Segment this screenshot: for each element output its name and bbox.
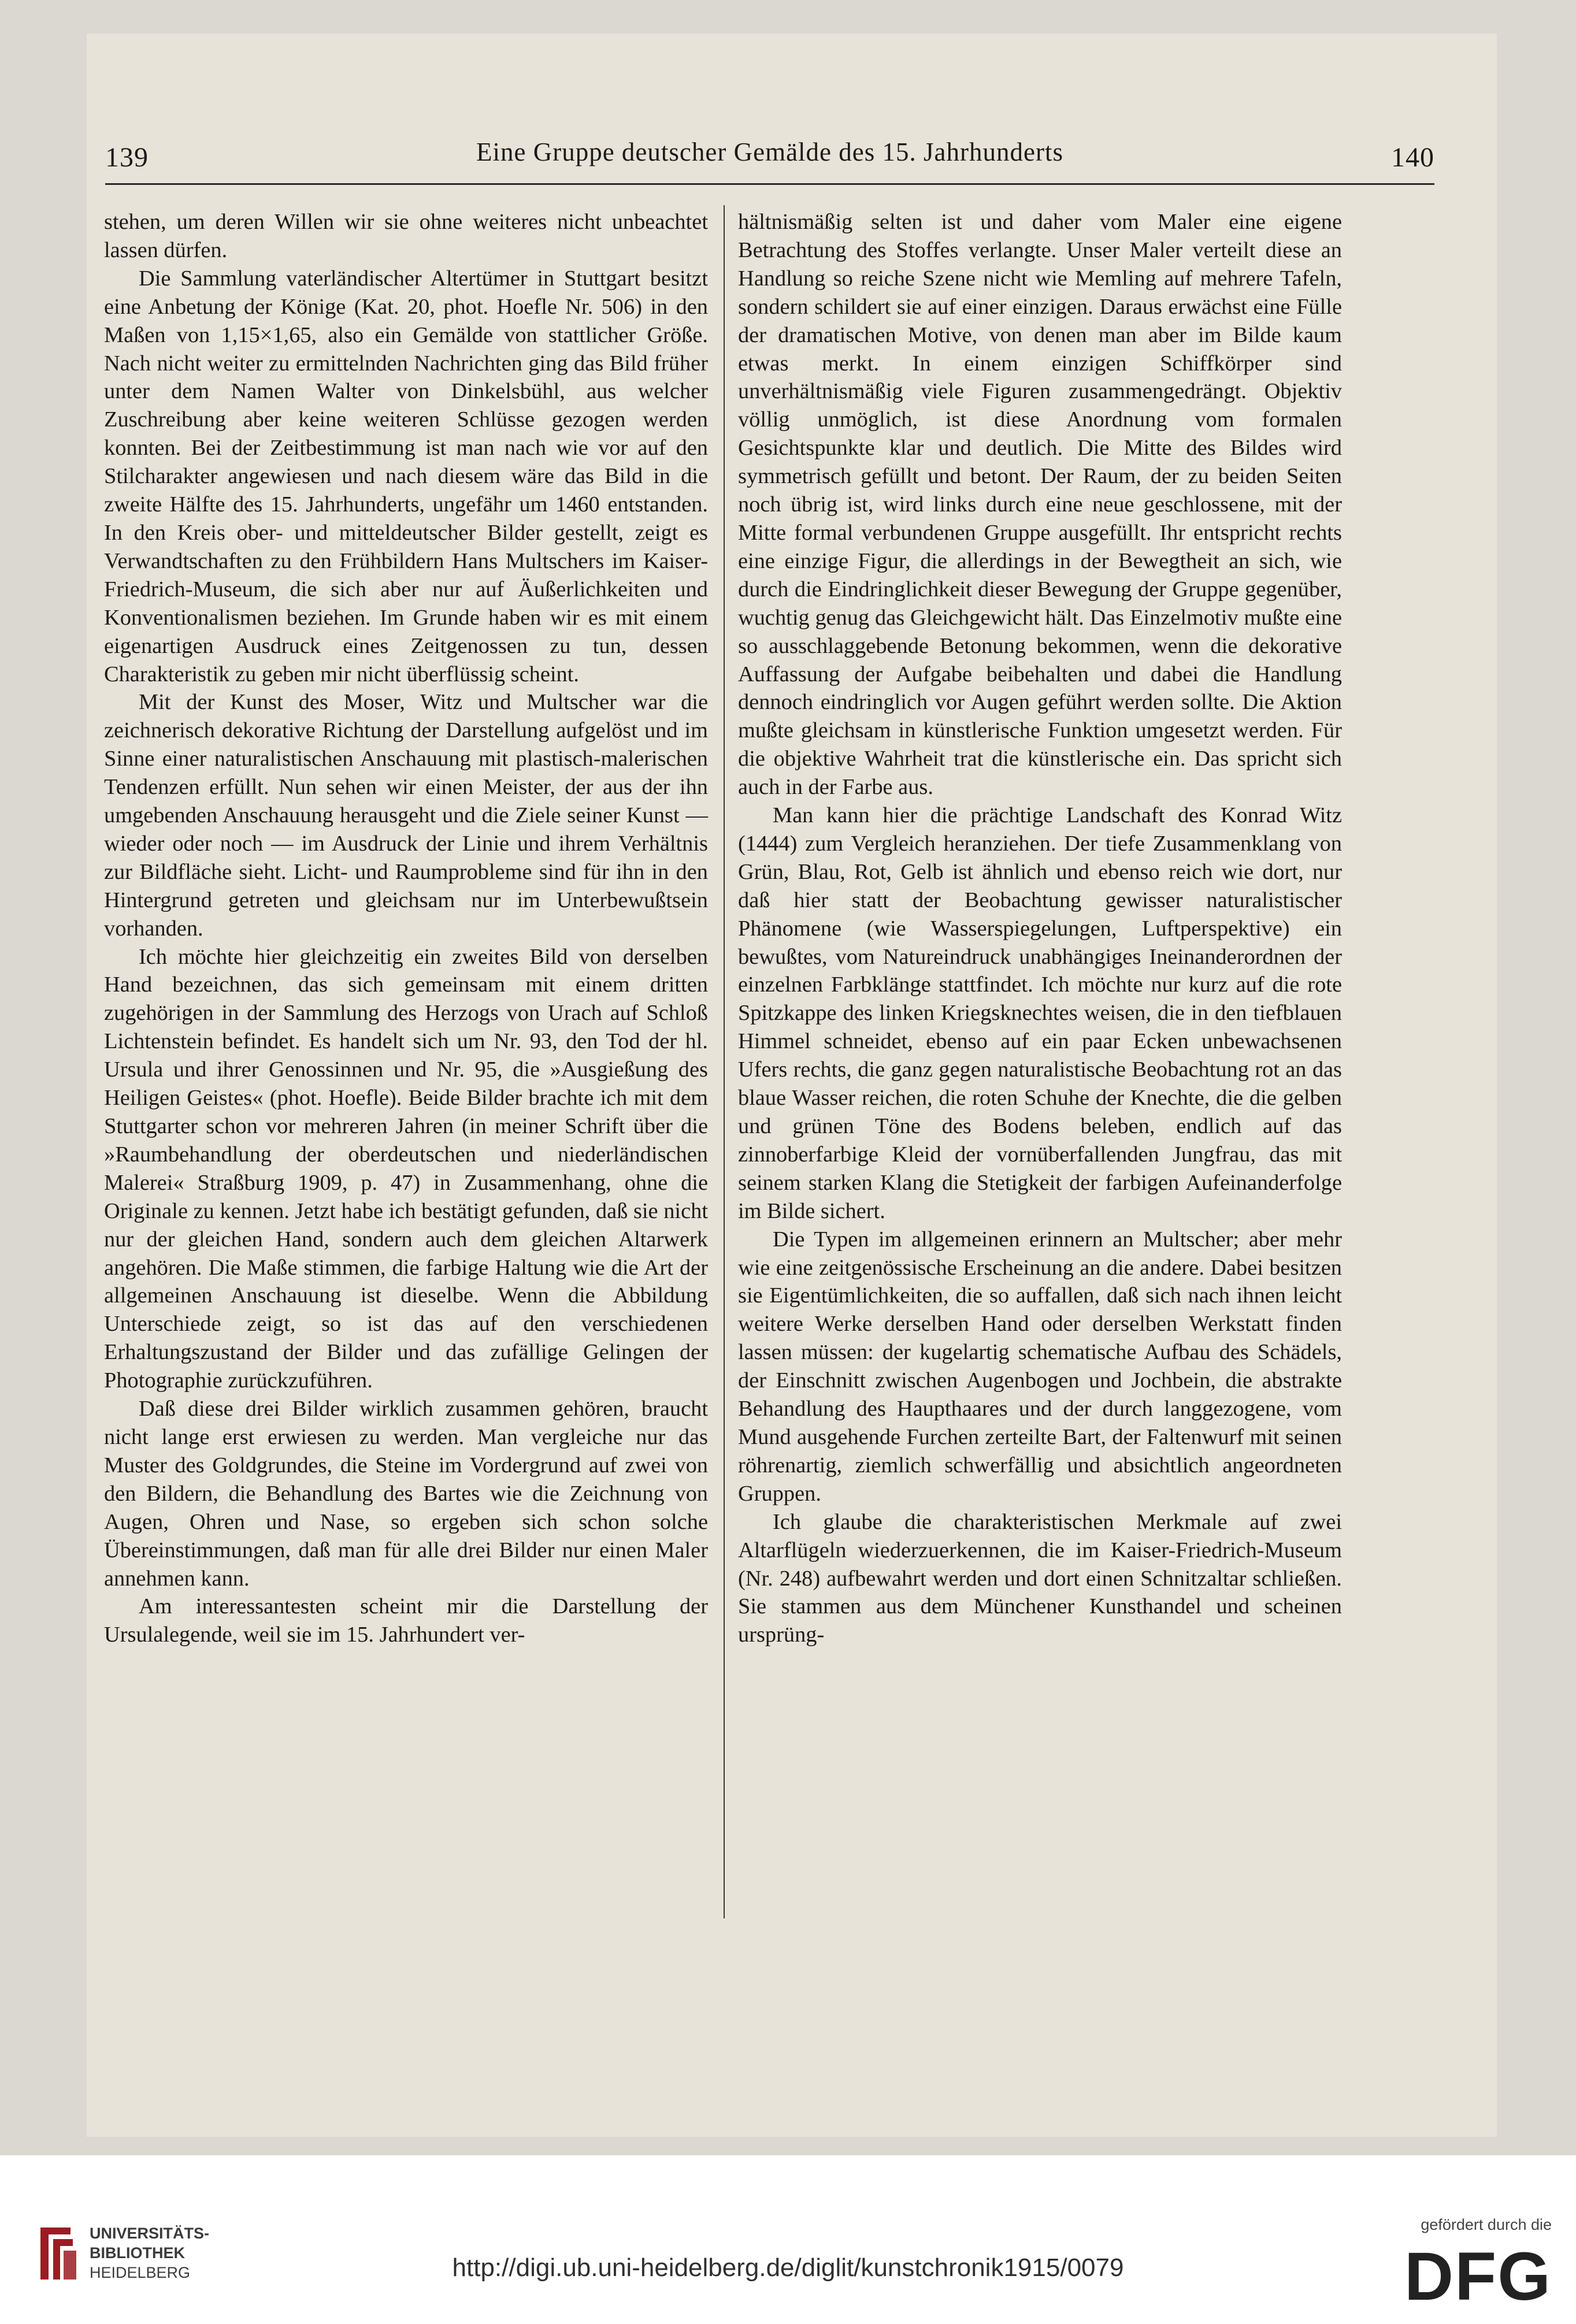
paragraph: Daß diese drei Bilder wirklich zusammen gehören, braucht nicht lange erst erwiesen zu werden. Man vergleiche nur das Muster des Goldgrundes, die Steine im Vordergrund auf zwei von den Bildern, die Behandlung des Bartes wie die Zeichnung von Augen, Ohren und Nase, so ergeben sich schon solche Übereinstimmungen, daß man für alle drei Bilder nur einen Maler annehmen kann. <box>104 1397 708 1591</box>
page-number-left: 139 <box>105 142 149 173</box>
running-head <box>105 118 1434 182</box>
running-title: Eine Gruppe deutscher Gemälde des 15. Jahrhunderts <box>476 138 1063 166</box>
library-line: HEIDELBERG <box>90 2264 191 2281</box>
page-number-right: 140 <box>1391 142 1434 173</box>
column-divider <box>724 205 725 1918</box>
paragraph: Die Typen im allgemeinen erinnern an Multscher; aber mehr wie eine zeitgenössische Erscheinung an die andere. Dabei besitzen sie Eigentümlichkeiten, die so auffallen, daß sich nach ihnen leicht weitere Werke derselben Hand oder derselben Werkstatt finden lassen müssen: der kugelartig schematische Aufbau des Schädels, der Einschnitt zwischen Augenbogen und Jochbein, die abstrakte Behandlung des Haupthaares und der durch langgezogene, vom Mund ausgehende Furchen zerteilte Bart, der Faltenwurf mit seinen röhrenartig, ziemlich schwerfällig und absichtlich angeordneten Gruppen. <box>738 1227 1342 1506</box>
funding-label: gefördert durch die <box>1421 2216 1552 2233</box>
paragraph: Am interessantesten scheint mir die Darstellung der Ursulalegende, weil sie im 15. Jahrhundert ver- <box>104 1594 708 1647</box>
paragraph: Ich glaube die charakteristischen Merkmale auf zwei Altarflügeln wiederzuerkennen, die im Kaiser-Friedrich-Museum (Nr. 248) aufbewahrt werden und dort einen Schnitzaltar schließen. Sie stammen aus dem Münchener Kunsthandel und scheinen ursprüng- <box>738 1509 1342 1647</box>
paragraph: hältnismäßig selten ist und daher vom Maler eine eigene Betrachtung des Stoffes verlangte. Unser Maler verteilt diese an Handlung so reiche Szene nicht wie Memling auf mehrere Tafeln, sondern schildert sie auf einer einzigen. Daraus erwächst eine Fülle der dramatischen Motive, von denen man aber im Bilde kaum etwas merkt. In einem einzigen Schiffkörper sind unverhältnismäßig viele Figuren zusammengedrängt. Objektiv völlig unmöglich, ist diese Anordnung vom formalen Gesichtspunkte klar und deutlich. Die Mitte des Bildes wird symmetrisch gefüllt und betont. Der Raum, der zu beiden Seiten noch übrig ist, wird links durch eine neue geschlossene, mit der Mitte formal verbundenen Gruppe ausgefüllt. Ihr entspricht rechts eine einzige Figur, die allerdings in der Bewegtheit an sich, wie durch die Eindringlichkeit dieser Bewegung der Gruppe gegenüber, wuchtig genug das Gleichgewicht hält. Das Einzelmotiv mußte eine so ausschlaggebende Betonung bekommen, wenn die dekorative Auffassung der Aufgabe beibehalten und dabei die Handlung dennoch eindringlich vor Augen geführt werden sollte. Die Aktion mußte gleichsam in künstlerische Funktion umgesetzt werden. Für die objektive Wahrheit trat die künstlerische ein. Das spricht sich auch in der Farbe aus. <box>738 210 1342 800</box>
digitization-footer <box>0 2155 1576 2324</box>
header-rule <box>105 183 1434 185</box>
library-line: BIBLIOTHEK <box>90 2244 185 2262</box>
paragraph: stehen, um deren Willen wir sie ohne weiteres nicht unbeachtet lassen dürfen. <box>104 210 708 262</box>
right-column <box>738 208 1342 1649</box>
library-line: UNIVERSITÄTS- <box>90 2225 210 2242</box>
paragraph: Man kann hier die prächtige Landschaft des Konrad Witz (1444) zum Vergleich heranziehen. Der tiefe Zusammenklang von Grün, Blau, Rot, Gelb ist ähnlich und ebenso reich wie dort, nur daß hier statt der Beobachtung gewisser naturalistischer Phänomene (wie Wasserspiegelungen, Luftperspektive) ein bewußtes, vom Natureindruck unabhängiges Ineinanderordnen der einzelnen Farbklänge stattfindet. Ich möchte nur kurz auf die rote Spitzkappe des linken Kriegsknechtes weisen, die in den tiefblauen Himmel schneidet, ebenso auf ein paar Ecken unbewachsenen Ufers rechts, die ganz gegen naturalistische Beobachtung rot an das blaue Wasser reichen, die roten Schuhe der Knechte, die die gelben und grünen Töne des Bodens beleben, endlich auf das zinnoberfarbige Kleid der vornüberfallenden Jungfrau, das mit seinem starken Klang die Stetigkeit der farbigen Aufeinanderfolge im Bilde sichert. <box>738 803 1342 1223</box>
paragraph: Die Sammlung vaterländischer Altertümer in Stuttgart besitzt eine Anbetung der Könige (Kat. 20, phot. Hoefle Nr. 506) in den Maßen von 1,15×1,65, also ein Gemälde von stattlicher Größe. Nach nicht weiter zu ermittelnden Nachrichten ging das Bild früher unter dem Namen Walter von Dinkelsbühl, aus welcher Zuschreibung aber keine weiteren Schlüsse gezogen werden konnten. Bei der Zeitbestimmung ist man nach wie vor auf den Stilcharakter angewiesen und nach diesem wäre das Bild in die zweite Hälfte des 15. Jahrhunderts, ungefähr um 1460 entstanden. In den Kreis ober- und mitteldeutscher Bilder gestellt, zeigt es Verwandtschaften zu den Frühbildern Hans Multschers im Kaiser-Friedrich-Museum, die sich aber nur auf Äußerlichkeiten und Konventionalismen beziehen. Im Grunde haben wir es mit einem eigenartigen Ausdruck eines Zeitgenossen zu tun, dessen Charakteristik zu geben mir nicht überflüssig scheint. <box>104 266 708 686</box>
paragraph: Ich möchte hier gleichzeitig ein zweites Bild von derselben Hand bezeichnen, das sich gemeinsam mit einem dritten zugehörigen in der Sammlung des Herzogs von Urach auf Schloß Lichtenstein befindet. Es handelt sich um Nr. 93, den Tod der hl. Ursula und ihrer Genossinnen und Nr. 95, die »Ausgießung des Heiligen Geistes« (phot. Hoefle). Beide Bilder brachte ich mit dem Stuttgarter schon vor mehreren Jahren (in meiner Schrift über die »Raumbehandlung der oberdeutschen und niederländischen Malerei« Straßburg 1909, p. 47) in Zusammenhang, ohne die Originale zu kennen. Jetzt habe ich bestätigt gefunden, daß sie nicht nur der gleichen Hand, sondern auch dem gleichen Altarwerk angehören. Die Maße stimmen, die farbige Haltung wie die Art der allgemeinen Anschauung ist dieselbe. Wenn die Abbildung Unterschiede zeigt, so ist das auf den verschiedenen Erhaltungszustand der Bilder und das zufällige Gelingen der Photographie zurückzuführen. <box>104 944 708 1393</box>
dfg-logo: DFG <box>1404 2238 1552 2315</box>
paragraph: Mit der Kunst des Moser, Witz und Multscher war die zeichnerisch dekorative Richtung der Darstellung aufgelöst und im Sinne einer naturalistischen Anschauung mit plastisch-malerischen Tendenzen erfüllt. Nun sehen wir einen Meister, der aus der ihn umgebenden Anschauung herausgeht und die Ziele seiner Kunst — wieder oder noch — im Ausdruck der Linie und ihrem Verhältnis zur Bildfläche sieht. Licht- und Raumprobleme sind für ihn in den Hintergrund getreten und gleichsam nur im Unterbewußtsein vorhanden. <box>104 690 708 941</box>
left-column <box>104 208 708 1649</box>
source-url-link[interactable]: http://digi.ub.uni-heidelberg.de/diglit/kunstchronik1915/0079 <box>452 2254 1124 2282</box>
